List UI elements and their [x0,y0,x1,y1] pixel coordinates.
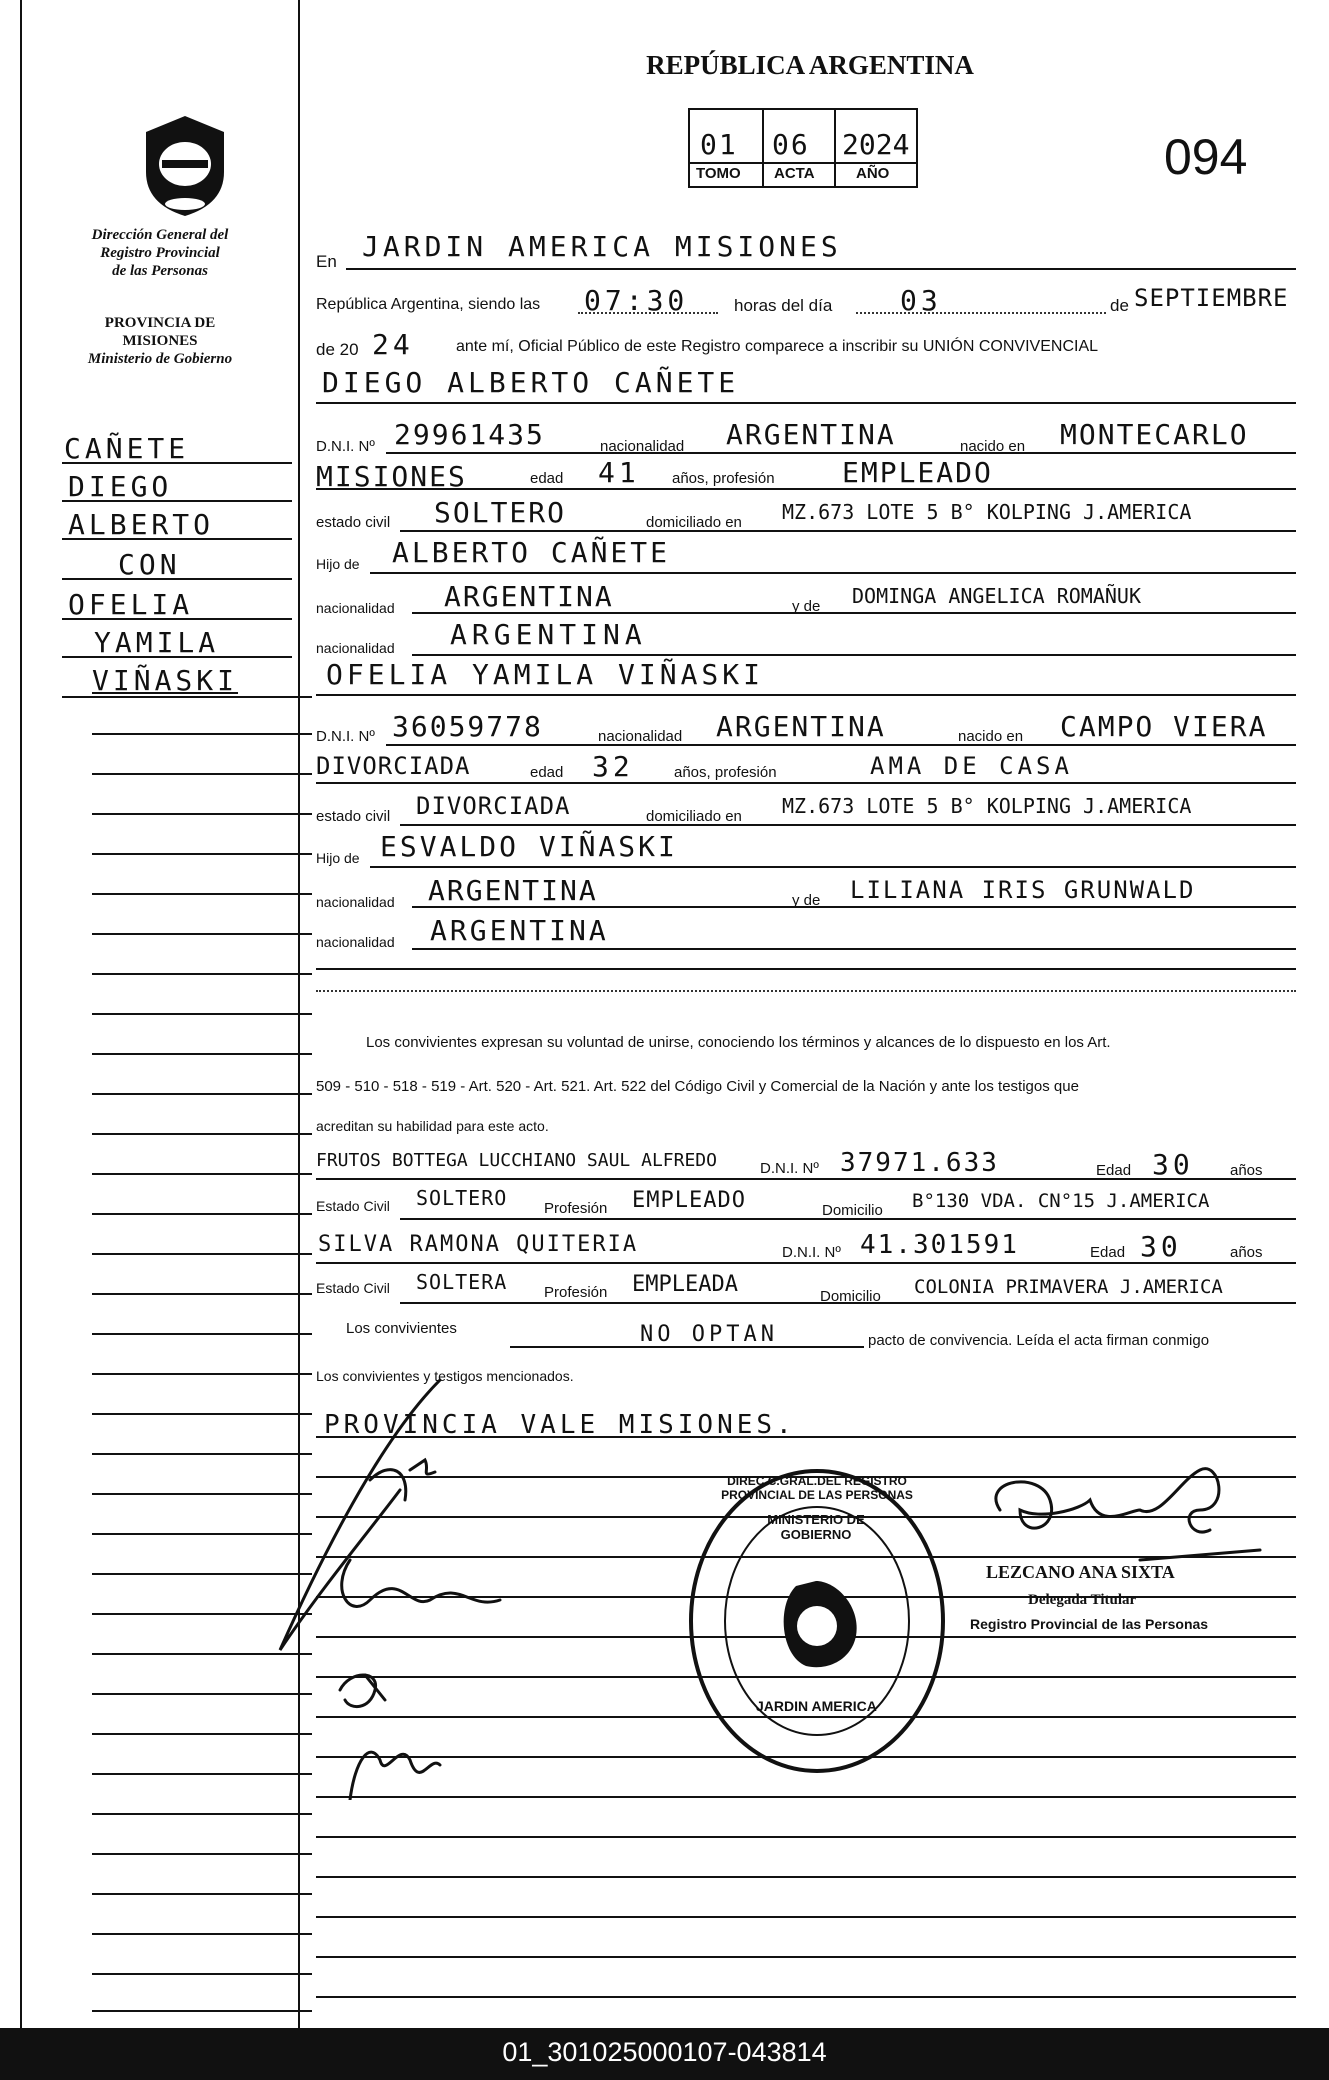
stamp-ring-bottom: JARDIN AMERICA [756,1698,877,1714]
party2-and-label: y de [792,892,821,909]
month-label: de [1110,296,1129,315]
official-title: Delegada Titular [1028,1592,1137,1608]
party2-son-label: Hijo de [316,850,360,866]
pact-value: NO OPTAN [640,1322,778,1347]
party1-nat-label: nacionalidad [600,438,685,455]
party2-name: OFELIA YAMILA VIÑASKI [326,658,765,691]
party1-name: DIEGO ALBERTO CAÑETE [322,366,740,399]
witness1-civil: SOLTERO [416,1186,508,1210]
party2-born: CAMPO VIERA [1060,710,1268,743]
witness1-name: FRUTOS BOTTEGA LUCCHIANO SAUL ALFREDO [316,1150,717,1171]
witness2-years-label: años [1230,1244,1263,1261]
country-title: REPÚBLICA ARGENTINA [646,50,974,80]
witness1-age-label: Edad [1096,1162,1132,1179]
party1-mother-nat-label: nacionalidad [316,640,395,656]
party2-father: ESVALDO VIÑASKI [380,830,678,863]
witness2-dni: 41.301591 [860,1230,1019,1260]
closing-text: Los convivientes y testigos mencionados. [316,1368,574,1384]
party2-civil-label: estado civil [316,808,391,825]
page-number: 094 [1164,129,1248,185]
witness2-dom-label: Domicilio [820,1288,881,1305]
party1-prof-label: años, profesión [672,470,775,487]
pact-label: Los convivientes [346,1320,457,1337]
time-value: 07:30 [584,284,689,317]
province-label: PROVINCIA DE MISIONES Ministerio de Gobierno [87,315,233,367]
acta-value: 06 [772,128,810,161]
party1-and-label: y de [792,598,821,615]
legal-paragraph-line3: acreditan su habilidad para este acto. [316,1118,549,1134]
witness2-name: SILVA RAMONA QUITERIA [318,1232,639,1257]
party2-born-2: DIVORCIADA [316,752,471,780]
place-value: JARDIN AMERICA MISIONES [362,230,842,263]
party1-profession: EMPLEADO [842,456,993,489]
margin-name-4: CON [118,548,181,581]
witness2-age-label: Edad [1090,1244,1126,1261]
witness2-age: 30 [1140,1230,1182,1263]
institution-label: Dirección General del Registro Provincial de las Personas [91,227,229,279]
witness1-civil-label: Estado Civil [316,1198,390,1214]
year-text: ante mí, Oficial Público de este Registro comparece a inscribir su UNIÓN CONVIVENCIAL [456,338,1099,355]
witness1-age: 30 [1152,1148,1194,1181]
witness1-domicile: B°130 VDA. CN°15 J.AMERICA [912,1190,1210,1212]
pact-text: pacto de convivencia. Leída el acta firman conmigo [868,1332,1210,1349]
party2-mother-nat-label: nacionalidad [316,934,395,950]
party2-nationality: ARGENTINA [716,710,886,743]
margin-name-3: ALBERTO [68,508,215,541]
party1-dni-label: D.N.I. Nº [316,438,375,455]
stamp-ring-inner: MINISTERIO DE GOBIERNO [767,1512,865,1542]
party2-dni-label: D.N.I. Nº [316,728,375,745]
witness1-dni: 37971.633 [840,1148,999,1178]
witness1-profession: EMPLEADO [632,1188,746,1213]
witness1-dni-label: D.N.I. Nº [760,1160,819,1177]
party1-mother-nat: ARGENTINA [450,618,647,651]
party2-dni: 36059778 [392,710,543,743]
party1-civil: SOLTERO [434,496,567,529]
document-id: 01_301025000107-043814 [502,2037,827,2067]
anio-label: AÑO [856,165,890,182]
year-prefix: de 20 [316,340,359,359]
party1-civil-label: estado civil [316,514,391,531]
day-value: 03 [900,284,942,317]
party2-father-nat-label: nacionalidad [316,894,395,910]
party1-age: 41 [598,456,640,489]
stamp-ring-top: DIREC.C.GRAL.DEL REGISTRO PROVINCIAL DE LAS PERSONAS [721,1474,913,1502]
party1-son-label: Hijo de [316,556,360,572]
party2-domicile: MZ.673 LOTE 5 B° KOLPING J.AMERICA [782,794,1192,818]
party1-born-2: MISIONES [316,460,467,493]
official-office: Registro Provincial de las Personas [970,1616,1209,1632]
party1-dom-label: domiciliado en [646,514,742,531]
witness2-civil-label: Estado Civil [316,1280,390,1296]
party2-born-label: nacido en [958,728,1024,745]
witness2-prof-label: Profesión [544,1284,608,1301]
official-name: LEZCANO ANA SIXTA [986,1562,1175,1582]
party2-age: 32 [592,750,634,783]
tomo-label: TOMO [696,165,741,182]
margin-name-6: YAMILA [94,626,220,659]
party2-age-label: edad [530,764,564,781]
witness2-civil: SOLTERA [416,1270,508,1294]
party1-age-label: edad [530,470,564,487]
row2-prefix: República Argentina, siendo las [316,296,541,313]
witness2-profession: EMPLEADA [632,1272,738,1297]
witness2-domicile: COLONIA PRIMAVERA J.AMERICA [914,1276,1223,1298]
party2-mother: LILIANA IRIS GRUNWALD [850,876,1196,904]
month-value: SEPTIEMBRE [1134,284,1289,312]
acta-label: ACTA [774,165,815,182]
witness1-prof-label: Profesión [544,1200,608,1217]
en-label: En [316,252,337,271]
party1-dni: 29961435 [394,418,545,451]
tomo-value: 01 [700,128,738,161]
margin-name-2: DIEGO [68,470,173,503]
party1-father: ALBERTO CAÑETE [392,536,671,569]
party2-mother-nat: ARGENTINA [430,914,609,947]
party2-father-nat: ARGENTINA [428,874,598,907]
party1-born: MONTECARLO [1060,418,1249,451]
margin-name-7: VIÑASKI [92,664,239,697]
anio-value: 2024 [842,128,910,161]
registry-stamp [686,1466,948,1776]
witness1-years-label: años [1230,1162,1263,1179]
legal-paragraph-line2: 509 - 510 - 518 - 519 - Art. 520 - Art. 521. Art. 522 del Código Civil y Comercial de la Nación y ante los testigos que [316,1078,1079,1095]
provincial-seal-icon [138,112,232,220]
record-box [688,108,918,188]
party1-born-label: nacido en [960,438,1026,455]
witness1-dom-label: Domicilio [822,1202,883,1219]
left-panel [22,0,298,2028]
party2-civil: DIVORCIADA [416,792,571,820]
hours-label: horas del día [734,296,833,315]
party1-nationality: ARGENTINA [726,418,896,451]
party2-prof-label: años, profesión [674,764,777,781]
witness2-dni-label: D.N.I. Nº [782,1244,841,1261]
margin-name-1: CAÑETE [64,432,190,465]
party1-father-nat-label: nacionalidad [316,600,395,616]
party2-nat-label: nacionalidad [598,728,683,745]
party1-mother: DOMINGA ANGELICA ROMAÑUK [852,584,1141,608]
year-suffix: 24 [372,328,414,361]
legal-paragraph-line1: Los convivientes expresan su voluntad de unirse, conociendo los términos y alcances de lo dispuesto en los Art. [366,1034,1111,1051]
margin-name-5: OFELIA [68,588,194,621]
party1-father-nat: ARGENTINA [444,580,614,613]
party2-dom-label: domiciliado en [646,808,742,825]
party1-domicile: MZ.673 LOTE 5 B° KOLPING J.AMERICA [782,500,1192,524]
party2-profession: AMA DE CASA [870,752,1073,780]
marginal-note: PROVINCIA VALE MISIONES. [324,1410,796,1440]
